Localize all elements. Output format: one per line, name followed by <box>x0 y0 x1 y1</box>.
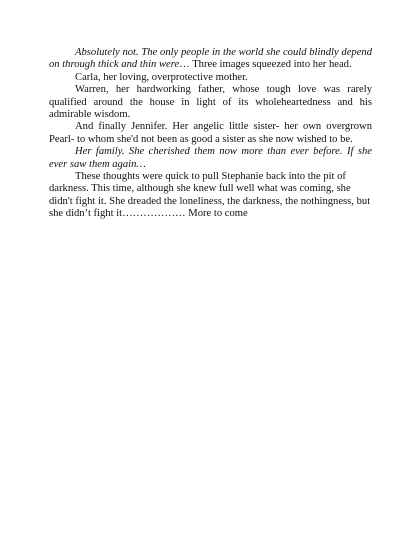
paragraph-6-text: These thoughts were quick to pull Stephanie back into the pit of darkness. This time, although she knew full well what was coming, she didn't fight it. She dreaded the loneliness, the darkness, the nothingness, but she didn’t fight it……………… More to come <box>49 171 371 220</box>
paragraph-2-text: Carla, her loving, overprotective mother. <box>75 71 248 83</box>
paragraph-4-text: And finally Jennifer. Her angelic little sister- her own overgrown Pearl- to whom she'd not been as good a sister as she now wished to be. <box>49 121 372 145</box>
paragraph-5 <box>49 146 372 171</box>
document-page <box>49 47 372 221</box>
paragraph-2 <box>49 72 372 84</box>
paragraph-4 <box>49 121 372 146</box>
paragraph-1 <box>49 47 372 72</box>
paragraph-6 <box>49 171 372 221</box>
paragraph-3 <box>49 84 372 121</box>
paragraph-3-text: Warren, her hardworking father, whose tough love was rarely qualified around the house in light of its wholeheartedness and his admirable wisdom. <box>49 84 372 121</box>
paragraph-1-italic: Absolutely not. The only people in the world she could blindly depend on through thick and thin were <box>49 47 372 71</box>
paragraph-1-text: … Three images squeezed into her head. <box>179 59 352 71</box>
paragraph-5-italic: Her family. She cherished them now more than ever before. If she ever saw them again… <box>49 146 372 170</box>
